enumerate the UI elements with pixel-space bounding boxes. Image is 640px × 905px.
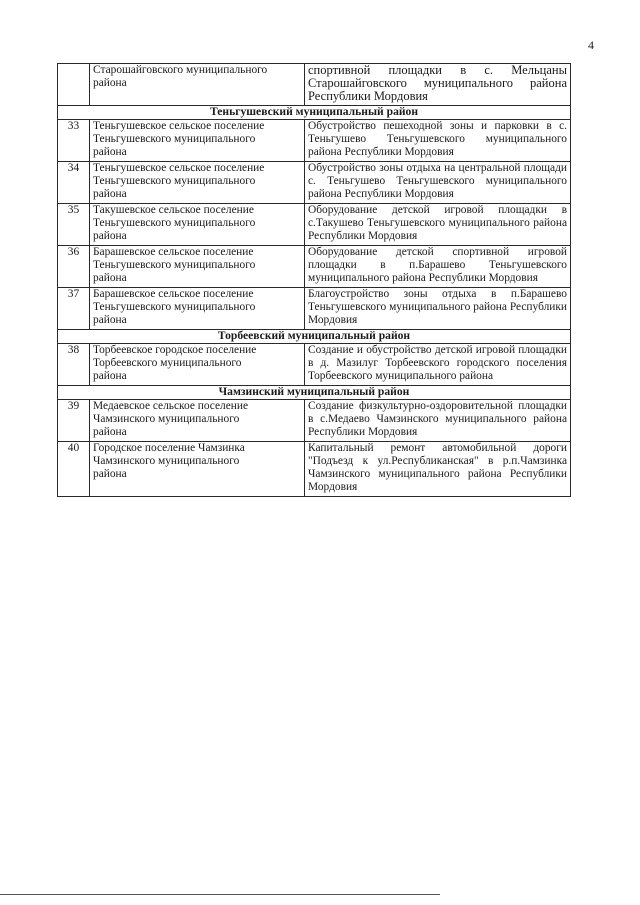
settlement-line: Такушевское сельское поселение: [93, 204, 254, 216]
district-header-row: [58, 330, 571, 344]
settlement-cell: [90, 288, 305, 330]
table-row: [58, 120, 571, 162]
settlement-line: Теньгушевского муниципального: [93, 217, 256, 229]
district-header-row: [58, 106, 571, 120]
project-cell: Оборудование детской спортивной игровой площадки в п.Барашево Теньгушевского муниципального района Республики Мордовия: [305, 246, 571, 288]
project-cell: Оборудование детской игровой площадки в с.Такушево Теньгушевского муниципального района Республики Мордовия: [305, 204, 571, 246]
settlement-line: района: [93, 230, 127, 242]
row-number: 36: [58, 246, 90, 288]
settlement-line: Теньгушевского муниципального: [93, 259, 256, 271]
settlement-line: района: [93, 426, 127, 438]
settlement-line: района: [93, 468, 127, 480]
settlement-line: Барашевское сельское поселение: [93, 246, 254, 258]
settlement-line: Торбеевского муниципального: [93, 357, 242, 369]
project-cell: Создание физкультурно-оздоровительной площадки в с.Медаево Чамзинского муниципального района Республики Мордовия: [305, 400, 571, 442]
settlement-line: Городское поселение Чамзинка: [93, 442, 245, 454]
district-title: Торбеевский муниципальный район: [58, 330, 571, 344]
table-row: [58, 162, 571, 204]
settlement-cell: [90, 64, 305, 106]
settlement-line: Медаевское сельское поселение: [93, 400, 249, 412]
project-cell: спортивной площадки в с. Мельцаны Старошайговского муниципального района Республики Мордовия: [305, 64, 571, 106]
project-cell: Создание и обустройство детской игровой площадки в д. Мазилуг Торбеевского городского поселения Торбеевского муниципального района: [305, 344, 571, 386]
table-row: [58, 442, 571, 497]
settlement-line: Торбеевское городское поселение: [93, 344, 257, 356]
settlement-line: района: [93, 314, 127, 326]
table-row: [58, 64, 571, 106]
project-cell: Обустройство зоны отдыха на центральной площади с. Теньгушево Теньгушевского муниципального района Республики Мордовия: [305, 162, 571, 204]
row-number: 34: [58, 162, 90, 204]
settlement-line: Теньгушевского муниципального: [93, 133, 256, 145]
table-row: [58, 344, 571, 386]
settlement-line: Старошайговского муниципального: [93, 64, 268, 76]
settlement-cell: [90, 120, 305, 162]
settlement-line: района: [93, 77, 127, 89]
table-row: [58, 288, 571, 330]
settlement-cell: [90, 442, 305, 497]
settlement-cell: [90, 400, 305, 442]
project-cell: Капитальный ремонт автомобильной дороги "Подъезд к ул.Республиканская" в р.п.Чамзинка Чамзинского муниципального района Республики Мордовия: [305, 442, 571, 497]
district-title: Теньгушевский муниципальный район: [58, 106, 571, 120]
settlement-cell: [90, 162, 305, 204]
row-number: 35: [58, 204, 90, 246]
row-number: 40: [58, 442, 90, 497]
projects-table: [57, 63, 571, 497]
footer-divider: [0, 894, 440, 895]
settlement-line: Теньгушевского муниципального: [93, 301, 256, 313]
project-cell: Обустройство пешеходной зоны и парковки в с. Теньгушево Теньгушевского муниципального района Республики Мордовия: [305, 120, 571, 162]
row-number: 39: [58, 400, 90, 442]
settlement-line: района: [93, 272, 127, 284]
settlement-line: района: [93, 146, 127, 158]
settlement-line: района: [93, 370, 127, 382]
settlement-cell: [90, 344, 305, 386]
projects-table-body: [58, 64, 571, 497]
table-row: [58, 204, 571, 246]
settlement-line: Чамзинского муниципального: [93, 455, 240, 467]
project-cell: Благоустройство зоны отдыха в п.Барашево Теньгушевского муниципального района Республики Мордовия: [305, 288, 571, 330]
settlement-line: Теньгушевское сельское поселение: [93, 120, 265, 132]
settlement-cell: [90, 246, 305, 288]
row-number: 33: [58, 120, 90, 162]
district-title: Чамзинский муниципальный район: [58, 386, 571, 400]
row-number: 38: [58, 344, 90, 386]
settlement-line: Теньгушевского муниципального: [93, 175, 256, 187]
row-number: [58, 64, 90, 106]
settlement-line: Барашевское сельское поселение: [93, 288, 254, 300]
row-number: 37: [58, 288, 90, 330]
table-row: [58, 246, 571, 288]
table-row: [58, 400, 571, 442]
district-header-row: [58, 386, 571, 400]
settlement-line: Чамзинского муниципального: [93, 413, 240, 425]
settlement-line: района: [93, 188, 127, 200]
settlement-cell: [90, 204, 305, 246]
page-number: 4: [588, 38, 594, 52]
settlement-line: Теньгушевское сельское поселение: [93, 162, 265, 174]
